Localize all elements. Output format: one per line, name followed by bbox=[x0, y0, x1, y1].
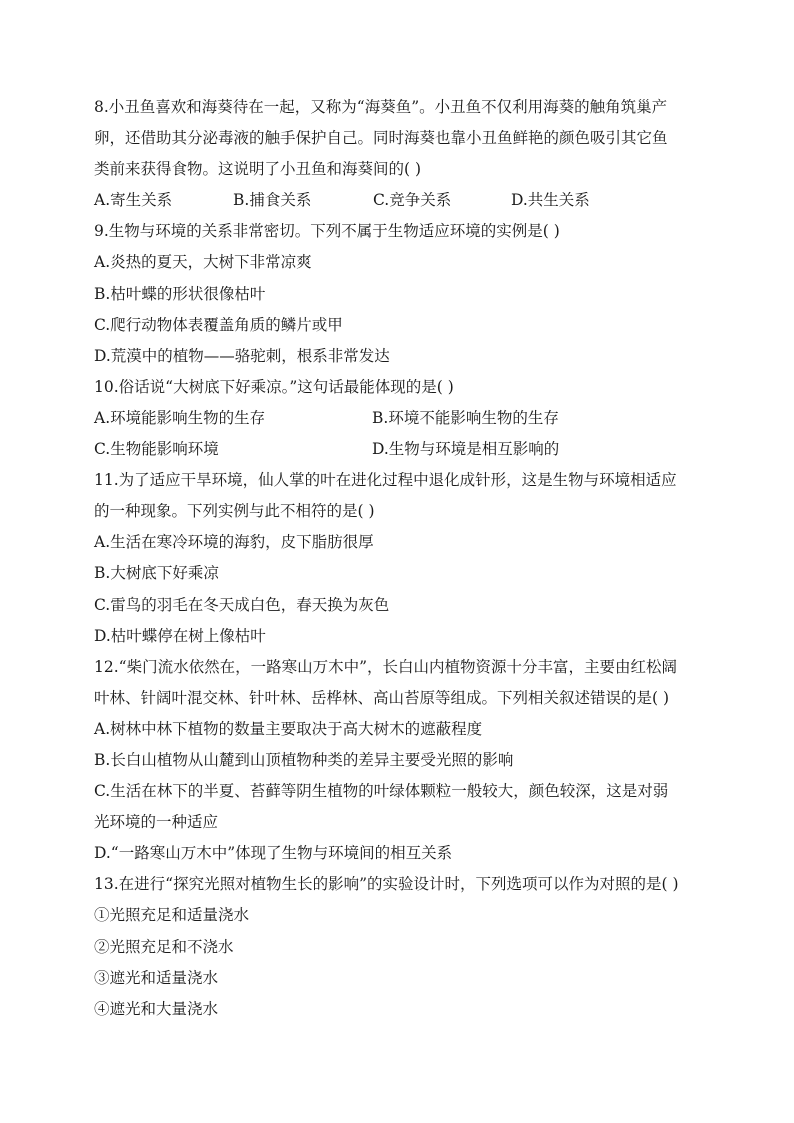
question-9-option-b: B.枯叶蝶的形状很像枯叶 bbox=[94, 284, 266, 303]
question-12-stem-line-1: 12.“柴门流水依然在，一路寒山万木中”，长白山内植物资源十分丰富，主要由红松阔 bbox=[94, 657, 678, 676]
question-11-option-b: B.大树底下好乘凉 bbox=[94, 564, 219, 583]
question-13-item-3: ③遮光和适量浇水 bbox=[94, 968, 219, 987]
question-8-options bbox=[94, 185, 706, 216]
question-9-option-a: A.炎热的夏天，大树下非常凉爽 bbox=[94, 253, 312, 272]
question-10-option-b: B.环境不能影响生物的生存 bbox=[372, 408, 559, 427]
question-8-option-c: C.竞争关系 bbox=[373, 191, 452, 210]
question-13-stem: 13.在进行“探究光照对植物生长的影响”的实验设计时，下列选项可以作为对照的是( ) bbox=[94, 875, 679, 894]
question-11-option-d: D.枯叶蝶停在树上像枯叶 bbox=[94, 626, 266, 645]
question-12 bbox=[94, 652, 706, 870]
question-8-option-b: B.捕食关系 bbox=[233, 191, 312, 210]
question-13-item-4: ④遮光和大量浇水 bbox=[94, 999, 219, 1018]
question-12-option-c-line-1: C.生活在林下的半夏、苔藓等阴生植物的叶绿体颗粒一般较大，颜色较深，这是对弱 bbox=[94, 782, 669, 801]
question-8-stem-line-3: 类前来获得食物。这说明了小丑鱼和海葵间的( ) bbox=[94, 160, 422, 179]
question-13-item-1: ①光照充足和适量浇水 bbox=[94, 906, 250, 925]
question-10-option-d: D.生物与环境是相互影响的 bbox=[372, 440, 560, 459]
question-12-option-d: D.“一路寒山万木中”体现了生物与环境间的相互关系 bbox=[94, 844, 453, 863]
question-11-stem-line-2: 的一种现象。下列实例与此不相符的是( ) bbox=[94, 502, 375, 521]
question-9-option-d: D.荒漠中的植物——骆驼刺，根系非常发达 bbox=[94, 346, 390, 365]
question-8-option-d: D.共生关系 bbox=[511, 191, 590, 210]
question-12-option-c-line-2: 光环境的一种适应 bbox=[94, 813, 219, 832]
question-8-stem-line-1: 8.小丑鱼喜欢和海葵待在一起，又称为“海葵鱼”。小丑鱼不仅利用海葵的触角筑巢产 bbox=[94, 98, 668, 116]
question-13 bbox=[94, 869, 706, 1024]
question-9 bbox=[94, 216, 706, 371]
question-10-option-a: A.环境能影响生物的生存 bbox=[94, 408, 266, 427]
question-9-option-c: C.爬行动物体表覆盖角质的鳞片或甲 bbox=[94, 315, 343, 334]
question-8 bbox=[94, 92, 706, 216]
question-10-options-row-1 bbox=[94, 403, 706, 434]
question-11-stem-line-1: 11.为了适应干旱环境，仙人掌的叶在进化过程中退化成针形，这是生物与环境相适应 bbox=[94, 471, 677, 490]
question-13-item-2: ②光照充足和不浇水 bbox=[94, 937, 234, 956]
question-12-option-b: B.长白山植物从山麓到山顶植物种类的差异主要受光照的影响 bbox=[94, 750, 514, 769]
question-list bbox=[94, 92, 706, 1025]
question-8-option-a: A.寄生关系 bbox=[94, 191, 173, 210]
question-10-option-c: C.生物能影响环境 bbox=[94, 440, 219, 459]
question-12-option-a: A.树林中林下植物的数量主要取决于高大树木的遮蔽程度 bbox=[94, 719, 483, 738]
question-10-stem: 10.俗话说“大树底下好乘凉。”这句话最能体现的是( ) bbox=[94, 377, 454, 396]
question-8-stem-line-2: 卵，还借助其分泌毒液的触手保护自己。同时海葵也靠小丑鱼鲜艳的颜色吸引其它鱼 bbox=[94, 129, 668, 148]
question-10 bbox=[94, 372, 706, 465]
question-9-stem: 9.生物与环境的关系非常密切。下列不属于生物适应环境的实例是( ) bbox=[94, 222, 560, 241]
question-11 bbox=[94, 465, 706, 652]
question-11-option-c: C.雷鸟的羽毛在冬天成白色，春天换为灰色 bbox=[94, 595, 390, 614]
question-12-stem-line-2: 叶林、针阔叶混交林、针叶林、岳桦林、高山苔原等组成。下列相关叙述错误的是( ) bbox=[94, 688, 670, 707]
question-10-options-row-2 bbox=[94, 434, 706, 465]
question-11-option-a: A.生活在寒冷环境的海豹，皮下脂肪很厚 bbox=[94, 533, 374, 552]
